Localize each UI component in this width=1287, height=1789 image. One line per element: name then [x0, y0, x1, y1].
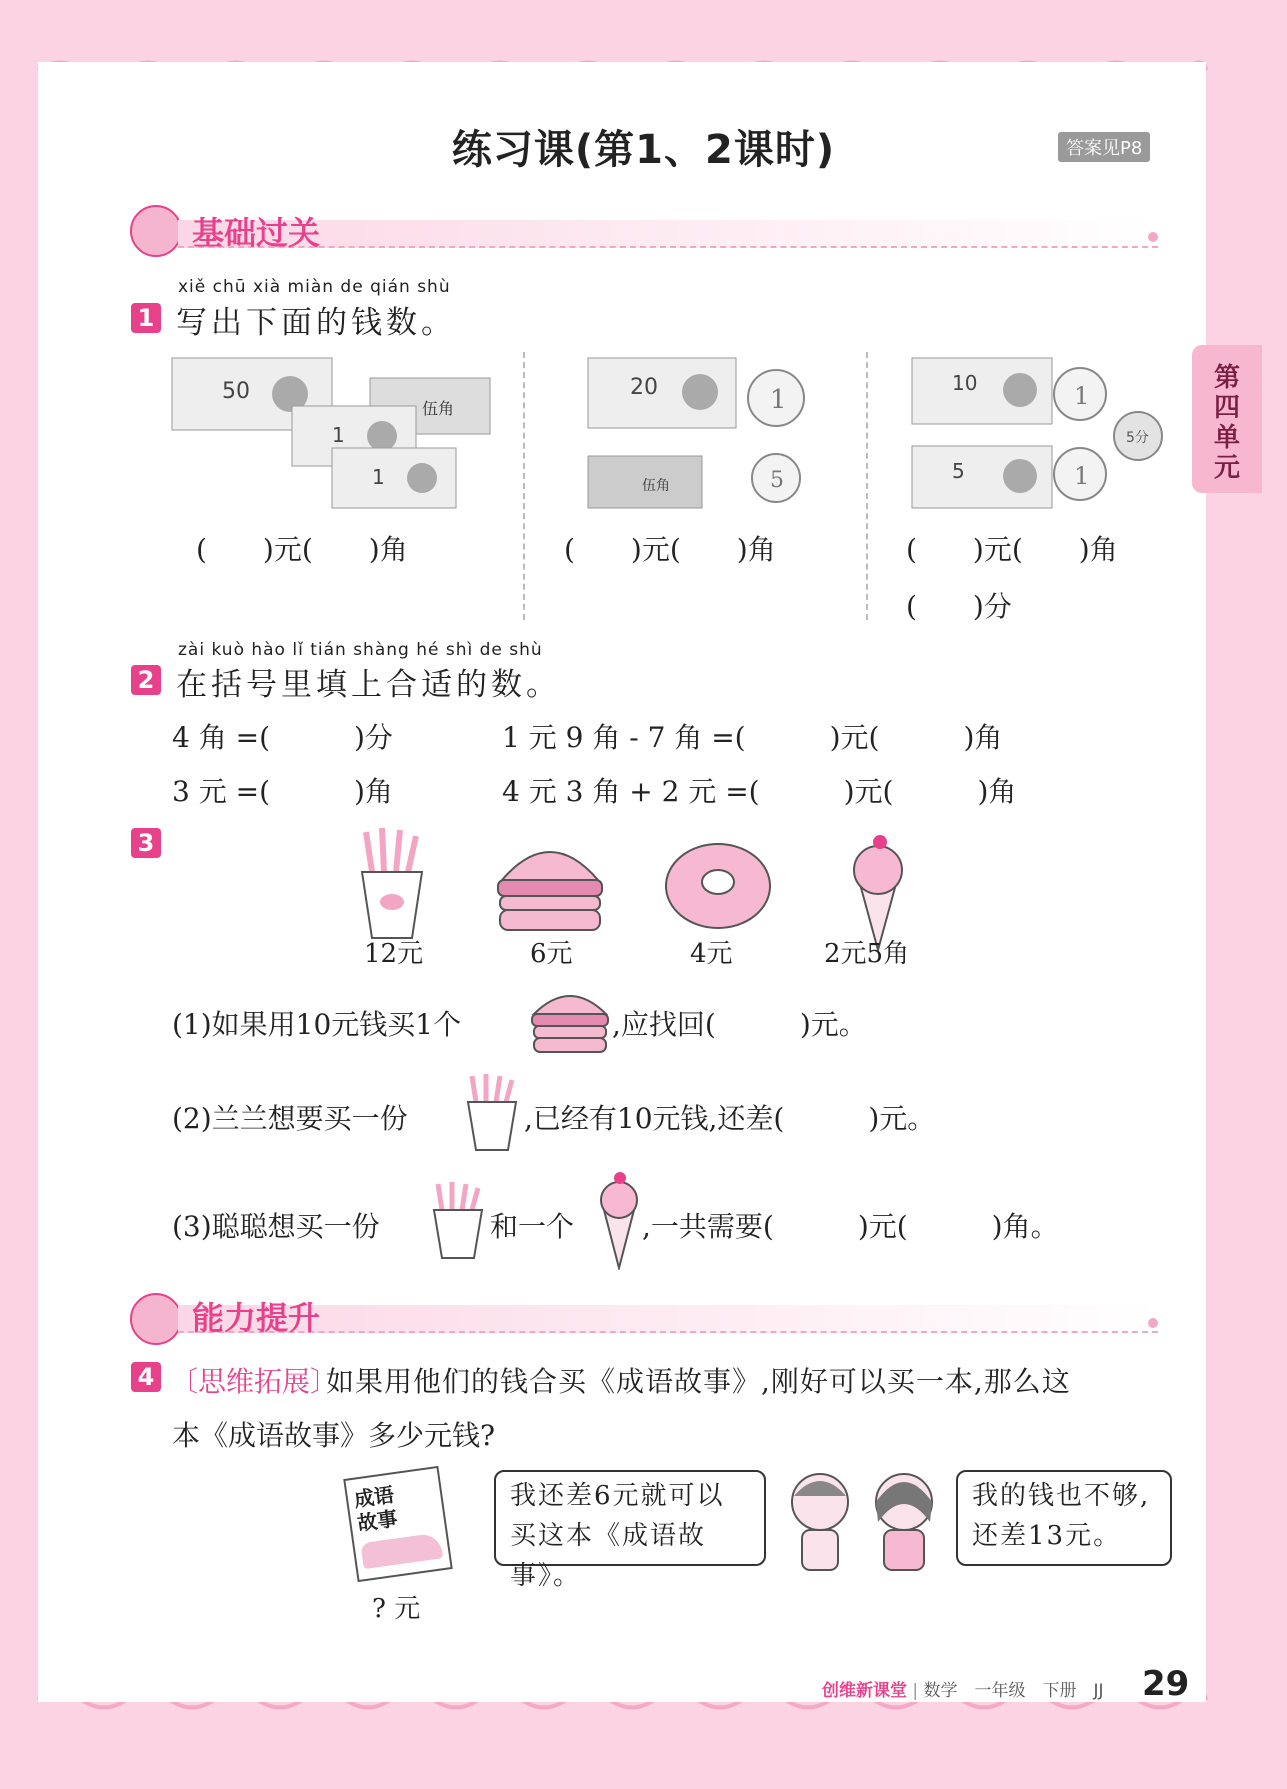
money-images: [160, 350, 1180, 520]
q1-answer-3-fen: ( )分: [906, 590, 1012, 623]
girl-speech-bubble: [956, 1470, 1172, 1566]
coin-1yuan-label: 1: [770, 385, 787, 415]
ice-cream-small-icon: [596, 1170, 642, 1270]
unit-tab: [1192, 345, 1262, 493]
q2-text: 在括号里填上合适的数。: [176, 667, 561, 703]
burger-small-icon: [528, 984, 612, 1054]
q1-number: 1: [131, 303, 161, 333]
column-divider: [866, 352, 868, 620]
q4-number: 4: [131, 1362, 161, 1392]
q3-sub3-c: ,一共需要( )元( )角。: [642, 1210, 1059, 1243]
q3-sub3-b: 和一个: [490, 1210, 575, 1243]
q1-answer-1: ( )元( )角: [196, 533, 408, 566]
note-5jiao-label: 伍角: [422, 399, 455, 418]
footer-grade: 数学 一年级 下册 JJ: [923, 1681, 1104, 1701]
note-10-label: 10: [952, 371, 978, 395]
page-number: 29: [1142, 1664, 1190, 1704]
q3-number: 3: [131, 828, 161, 858]
column-divider: [523, 352, 525, 620]
boy-speech-bubble: [494, 1470, 766, 1591]
boy-avatar-icon: [130, 1293, 182, 1345]
girl-avatar-icon: [130, 205, 182, 257]
banknote-5: [912, 446, 1052, 508]
q2-row2-left: 3 元 =( )角: [172, 775, 393, 808]
q1-answer-2: ( )元( )角: [564, 533, 776, 566]
q3-sub2-a: (2)兰兰想要买一份: [172, 1102, 408, 1135]
section-title-advanced: 能力提升: [192, 1299, 321, 1337]
price-donut: 4元: [690, 939, 733, 969]
decor-dot-icon: [1148, 232, 1158, 242]
note-5-label: 5: [952, 459, 965, 483]
book-title: 成语故事: [352, 1482, 399, 1536]
coin-5jiao-label: 5: [770, 468, 784, 493]
section-title-basic: 基础过关: [192, 214, 321, 252]
donut-icon: [666, 844, 770, 928]
note-20-label: 20: [630, 375, 658, 400]
price-burger: 6元: [530, 939, 573, 969]
burger-icon: [498, 852, 602, 930]
note-5jiao-small-label: 伍角: [642, 478, 670, 494]
children-icon: [780, 1466, 950, 1578]
footer-info: 创维新课堂 | 数学 一年级 下册 JJ: [822, 1681, 1104, 1701]
note-50-label: 50: [222, 379, 250, 404]
q1-pinyin: xiě chū xià miàn de qián shù: [178, 277, 451, 297]
q2-row2-right: 4 元 3 角 + 2 元 =( )元( )角: [502, 775, 1017, 808]
q2-pinyin: zài kuò hào lǐ tián shàng hé shì de shù: [178, 640, 543, 660]
unit-tab-label: 第四单元: [1213, 363, 1240, 483]
q1-text: 写出下面的钱数。: [176, 305, 456, 341]
q2-row1-right: 1 元 9 角 - 7 角 =( )元( )角: [502, 721, 1003, 754]
price-ice-cream: 2元5角: [824, 939, 910, 969]
q3-sub1-a: (1)如果用10元钱买1个: [172, 1008, 462, 1041]
decor-dot-icon: [1148, 1318, 1158, 1328]
coin-1yuan-2-label: 1: [1074, 382, 1090, 410]
note-1b-label: 1: [372, 465, 385, 489]
book-price: ? 元: [372, 1594, 421, 1624]
answer-reference: 答案见P8: [1058, 132, 1150, 162]
q3-sub1-b: ,应找回( )元。: [612, 1008, 867, 1041]
fries-small-icon: [460, 1072, 524, 1152]
banknote-10: [912, 358, 1052, 424]
book-cover-art: [360, 1532, 443, 1569]
idiom-book: [343, 1466, 453, 1582]
q3-sub2-b: ,已经有10元钱,还差( )元。: [524, 1102, 936, 1135]
page-title: 练习课(第1、2课时): [451, 127, 836, 173]
q4-text-1: 如果用他们的钱合买《成语故事》,刚好可以买一本,那么这: [326, 1365, 1071, 1398]
boy-speech-text: 我还差6元就可以买这本《成语故事》。: [510, 1481, 725, 1591]
footer-brand: 创维新课堂: [822, 1681, 907, 1701]
section-divider: [178, 220, 1158, 248]
coin-1yuan-3-label: 1: [1074, 462, 1090, 490]
section-divider: [178, 1305, 1158, 1333]
price-fries: 12元: [364, 939, 424, 969]
q2-row1-left: 4 角 =( )分: [172, 721, 393, 754]
coin-5fen-label: 5分: [1126, 430, 1149, 446]
q2-number: 2: [131, 665, 161, 695]
girl-speech-text: 我的钱也不够,还差13元。: [972, 1481, 1151, 1551]
fries-icon: [362, 828, 422, 938]
note-1a-label: 1: [332, 423, 345, 447]
q3-sub3-a: (3)聪聪想买一份: [172, 1210, 380, 1243]
q1-answer-3: ( )元( )角: [906, 533, 1118, 566]
q4-text-2: 本《成语故事》多少元钱?: [172, 1419, 496, 1452]
q4-tag: 〔思维拓展〕: [170, 1365, 339, 1398]
banknote-5jiao-small: [588, 456, 702, 508]
banknote-1-b: [332, 448, 456, 508]
fries-small-icon-2: [426, 1180, 490, 1260]
banknote-20: [588, 358, 736, 428]
